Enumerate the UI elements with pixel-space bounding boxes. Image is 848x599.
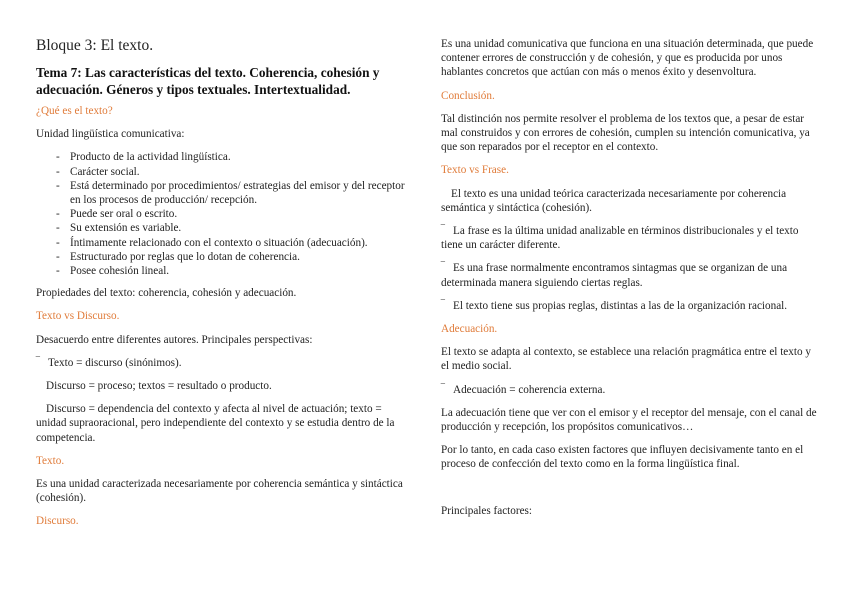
- left-column: [36, 0, 408, 529]
- dash-text: El texto tiene sus propias reglas, distintas a las de la organización racional.: [453, 299, 788, 312]
- dash-marker: ‾: [441, 383, 445, 396]
- dash-text: La frase es la última unidad analizable en términos distribucionales y el texto tiene un carácter diferente.: [441, 225, 799, 252]
- list-item: - Carácter social.: [36, 165, 408, 179]
- texto-frase-intro: El texto es una unidad teórica caracterizada necesariamente por coherencia semántica y sintáctica (cohesión).: [441, 187, 787, 214]
- list-item: - Estructurado por reglas que lo dotan de coherencia.: [36, 250, 408, 264]
- texto-definition: Es una unidad caracterizada necesariamente por coherencia semántica y sintáctica (cohesión).: [36, 478, 403, 505]
- heading-adecuacion: Adecuación.: [441, 323, 498, 336]
- dash-item: [36, 356, 408, 370]
- block-title: Bloque 3: El texto.: [36, 37, 154, 54]
- dash-text: Es una frase normalmente encontramos sintagmas que se organizan de una determinada manera siguiendo ciertas reglas.: [441, 262, 788, 289]
- factores-text: Por lo tanto, en cada caso existen factores que influyen decisivamente tanto en el proceso de confección del texto como en la forma lingüística final.: [441, 444, 804, 471]
- dash-item: [441, 261, 817, 289]
- list-item: - Puede ser oral o escrito.: [36, 207, 408, 221]
- dash-text: Adecuación = coherencia externa.: [453, 383, 606, 396]
- heading-texto-vs-discurso: Texto vs Discurso.: [36, 310, 120, 323]
- properties-text: Propiedades del texto: coherencia, cohesión y adecuación.: [36, 287, 297, 300]
- heading-que-es-texto: ¿Qué es el texto?: [36, 105, 113, 117]
- features-list: [36, 150, 408, 278]
- dash-marker: ‾: [441, 299, 445, 312]
- heading-texto: Texto.: [36, 454, 65, 467]
- conclusion-text: Tal distinción nos permite resolver el problema de los textos que, a pesar de estar mal construidos y con errores de cohesión, cumplen su intención comunicativa, ya que son reparados por el receptor en el contexto.: [441, 112, 810, 154]
- heading-conclusion: Conclusión.: [441, 89, 495, 102]
- list-item: - Producto de la actividad lingüística.: [36, 150, 408, 164]
- heading-texto-vs-frase: Texto vs Frase.: [441, 164, 509, 177]
- principales-factores: Principales factores:: [441, 504, 533, 517]
- adecuacion-text: El texto se adapta al contexto, se establece una relación pragmática entre el texto y el medio social.: [441, 346, 811, 373]
- right-column: [441, 0, 817, 518]
- tema-title: Tema 7: Las características del texto. Coherencia, cohesión y adecuación. Géneros y tipos textuales. Intertextualidad.: [36, 65, 380, 97]
- dash-marker: ‾: [441, 262, 445, 275]
- dash-text: Texto = discurso (sinónimos).: [48, 356, 182, 369]
- list-item: - Posee cohesión lineal.: [36, 264, 408, 278]
- list-item: - Su extensión es variable.: [36, 221, 408, 235]
- discurso-definition: Es una unidad comunicativa que funciona en una situación determinada, que puede contener errores de construcción y de cohesión, y que es producida por unos hablantes concretos que actúan con más o menos éxito y desenvoltura.: [441, 38, 814, 79]
- unit-intro: Unidad lingüística comunicativa:: [36, 128, 185, 141]
- proceso-text: Discurso = proceso; textos = resultado o producto.: [46, 380, 272, 393]
- dependencia-text: Discurso = dependencia del contexto y afecta al nivel de actuación; texto = unidad supraoracional, pero independiente del contexto y se estudia dentro de la competencia.: [36, 403, 395, 444]
- dash-item: [441, 299, 817, 313]
- dash-marker: ‾: [36, 356, 40, 369]
- list-item: - Íntimamente relacionado con el contexto o situación (adecuación).: [36, 236, 408, 250]
- heading-discurso: Discurso.: [36, 515, 79, 528]
- desacuerdo-text: Desacuerdo entre diferentes autores. Principales perspectivas:: [36, 333, 313, 346]
- adecuacion-text-2: La adecuación tiene que ver con el emisor y el receptor del mensaje, con el canal de producción y recepción, los propósitos comunicativos…: [441, 406, 817, 434]
- dash-item: [441, 383, 817, 397]
- dash-item: [441, 224, 817, 252]
- list-item: - Está determinado por procedimientos/ estrategias del emisor y del receptor en los procesos de producción/ recepción.: [36, 179, 408, 207]
- dash-marker: ‾: [441, 225, 445, 238]
